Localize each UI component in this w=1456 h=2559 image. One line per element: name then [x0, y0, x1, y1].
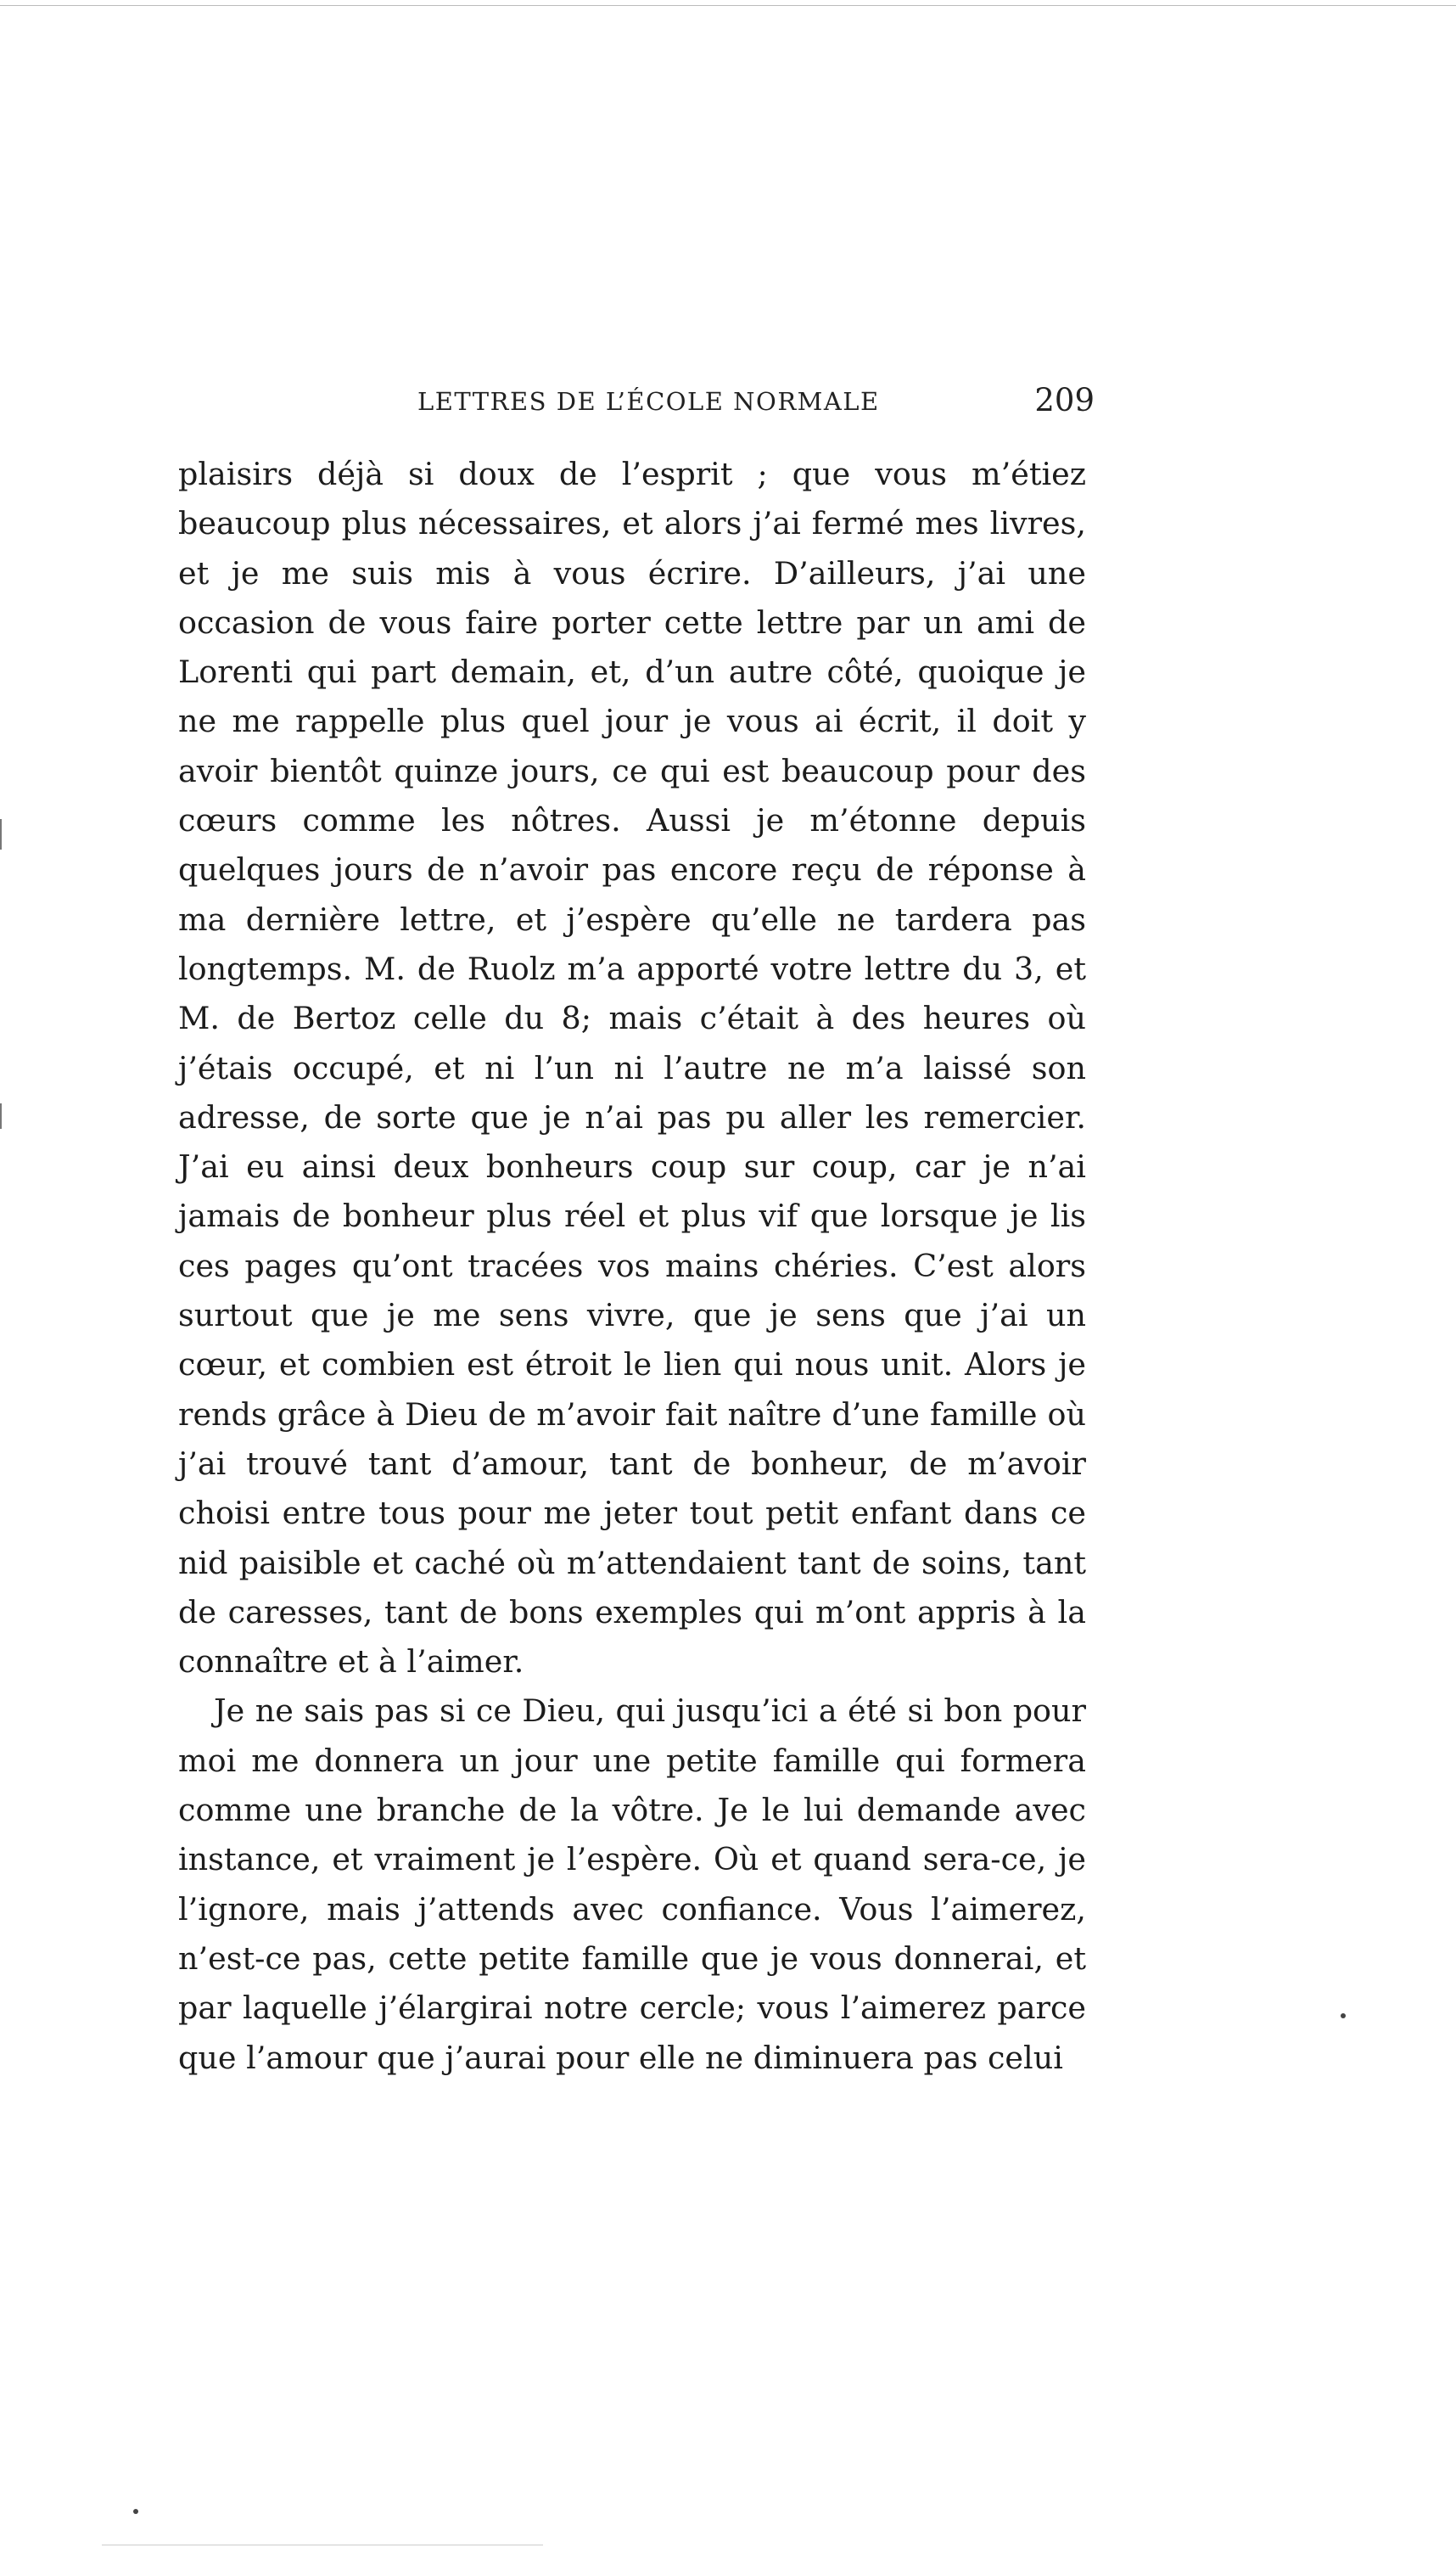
paragraph-1: plaisirs déjà si doux de l’esprit ; que vous m’étiez beaucoup plus nécessaires, et alors j’ai fermé mes livres, et je me suis mis à vous écrire. D’ailleurs, j’ai une occasion de vous faire porter cette lettre par un ami de Lorenti qui part demain, et, d’un autre côté, quoique je ne me rappelle plus quel jour je vous ai écrit, il doit y avoir bientôt quinze jours, ce qui est beaucoup pour des cœurs comme les nôtres. Aussi je m’étonne depuis quelques jours de n’avoir pas encore reçu de réponse à ma dernière lettre, et j’espère qu’elle ne tardera pas longtemps. M. de Ruolz m’a apporté votre lettre du 3, et M. de Bertoz celle du 8; mais c’était à des heures où j’étais occupé, et ni l’un ni l’autre ne m’a laissé son adresse, de sorte que je n’ai pas pu aller les remercier. J’ai eu ainsi deux bonheurs coup sur coup, car je n’ai jamais de bonheur plus réel et plus vif que lorsque je lis ces pages qu’ont tracées vos mains chéries. C’est alors surtout que je me sens vivre, que je sens que j’ai un cœur, et combien est étroit le lien qui nous unit. Alors je rends grâce à Dieu de m’avoir fait naître d’une famille où j’ai trouvé tant d’amour, tant de bonheur, de m’avoir choisi entre tous pour me jeter tout petit enfant dans ce nid paisible et caché où m’attendaient tant de soins, tant de caresses, tant de bons exemples qui m’ont appris à la connaître et à l’aimer. [178, 456, 1086, 1681]
margin-mark-left-1 [0, 819, 2, 850]
margin-dot-left [133, 2509, 138, 2514]
running-title: LETTRES DE L’ÉCOLE NORMALE [417, 387, 880, 416]
running-head [178, 384, 1095, 426]
paragraph-2: Je ne sais pas si ce Dieu, qui jusqu’ici a été si bon pour moi me donnera un jour une petite famille qui formera comme une branche de la vôtre. Je le lui demande avec instance, et vraiment je l’espère. Où et quand sera-ce, je l’ignore, mais j’attends avec confiance. Vous l’aimerez, n’est-ce pas, cette petite famille que je vous donnerai, et par laquelle j’élargirai notre cercle; vous l’aimerez parce que l’amour que j’aurai pour elle ne diminuera pas celui [178, 1692, 1086, 2076]
body-text [178, 450, 1086, 2083]
page-number: 209 [1034, 382, 1095, 418]
top-edge-line [0, 5, 1456, 6]
margin-mark-left-2 [0, 1103, 2, 1129]
margin-dot-right [1341, 2013, 1346, 2018]
